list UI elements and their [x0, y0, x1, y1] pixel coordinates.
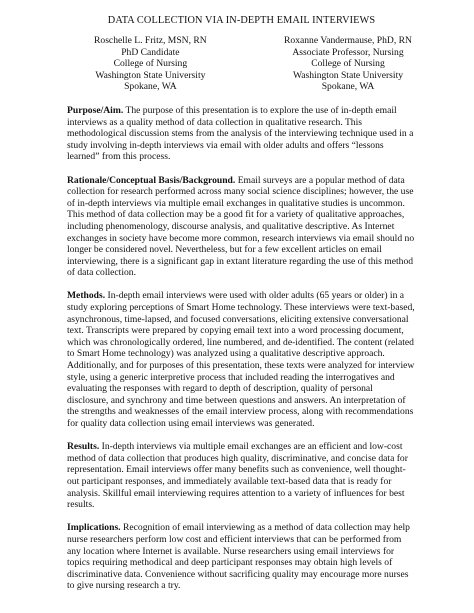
section-heading: Results.	[67, 441, 100, 453]
section-text: In-depth email interviews were used with older adults (65 years or older) in a study exploring perceptions of Smart Home technology. These interviews were text-based, asynchronous, time-lapsed, and focused conversations, eliciting extensive conversational text. Transcripts were prepared by copying email text into a word processing document, which was chronologically ordered, line numbered, and de-identified. The content (related to Smart Home technology) was analyzed using a qualitative descriptive approach. Additionally, and for purposes of this presentation, these texts were analyzed for interview style, using a generic interpretive process that included reading the interrogatives and evaluating the responses with regard to depth of description, quality of personal disclosure, and synchrony and time between questions and answers. An interpretation of the strengths and weaknesses of the email interview process, along with recommendations for quality data collection using email interviews was generated.	[67, 290, 415, 429]
section-implications	[67, 522, 416, 592]
section-text: Recognition of email interviewing as a method of data collection may help nurse researchers perform low cost and efficient interviews that can be performed from any location where Internet is available. Nurse researchers using email interviews for topics requiring methodical and deep participant responses may obtain high levels of discriminative data. Convenience without sacrificing quality may encourage more nurses to give nursing research a try.	[67, 522, 410, 592]
author-1	[94, 35, 207, 93]
author-2-name: Roxanne Vandermause, PhD, RN	[284, 35, 412, 46]
section-purpose	[67, 105, 416, 163]
author-1-position: PhD Candidate	[121, 46, 180, 58]
section-heading: Methods.	[67, 290, 106, 302]
author-2-university: Washington State University	[292, 69, 404, 81]
author-1-location: Spokane, WA	[124, 81, 177, 93]
section-text: Email surveys are a popular method of data collection for research performed across many social science disciplines; however, the use of in-depth interviews via multiple email exchanges in qualitative studies is uncommon. This method of data collection may be a good fit for a variety of qualitative approaches, including phenomenology, discourse analysis, and qualitative descriptive. As Internet exchanges in society have become more common, research interviews via email should no longer be considered novel. Nevertheless, but for a few excellent articles on email interviewing, there is a significant gap in extant literature regarding the use of this method of data collection.	[67, 174, 415, 279]
section-methods	[67, 290, 416, 429]
author-2-college: College of Nursing	[311, 58, 385, 70]
author-2-position: Associate Professor, Nursing	[292, 46, 404, 58]
section-heading: Implications.	[67, 522, 121, 534]
author-2-location: Spokane, WA	[321, 81, 375, 93]
author-1-name: Roschelle L. Fritz, MSN, RN	[94, 35, 207, 46]
section-heading: Rationale/Conceptual Basis/Background.	[67, 174, 236, 186]
section-results	[67, 441, 416, 511]
section-rationale	[67, 175, 416, 279]
author-block	[67, 35, 416, 93]
section-text: The purpose of this presentation is to explore the use of in-depth email interviews as a quality method of data collection in qualitative research. This methodological discussion stems from the analysis of the interviewing technique used in a study involving in-depth interviews via email with older adults and offers “lessons learned” from this process.	[67, 104, 414, 163]
author-1-university: Washington State University	[95, 69, 206, 81]
section-text: In-depth interviews via multiple email exchanges are an efficient and low-cost method of data collection that produces high quality, discriminative, and concise data for representation. Email interviews offer many benefits such as convenience, well thought-out participant responses, and immediately available text-based data that is ready for analysis. Skillful email interviewing requires attention to a variety of influences for best results.	[67, 441, 408, 511]
author-2	[284, 35, 412, 93]
section-heading: Purpose/Aim.	[67, 104, 124, 116]
document-title: DATA COLLECTION VIA IN-DEPTH EMAIL INTERVIEWS	[107, 15, 376, 26]
author-1-college: College of Nursing	[113, 58, 188, 70]
